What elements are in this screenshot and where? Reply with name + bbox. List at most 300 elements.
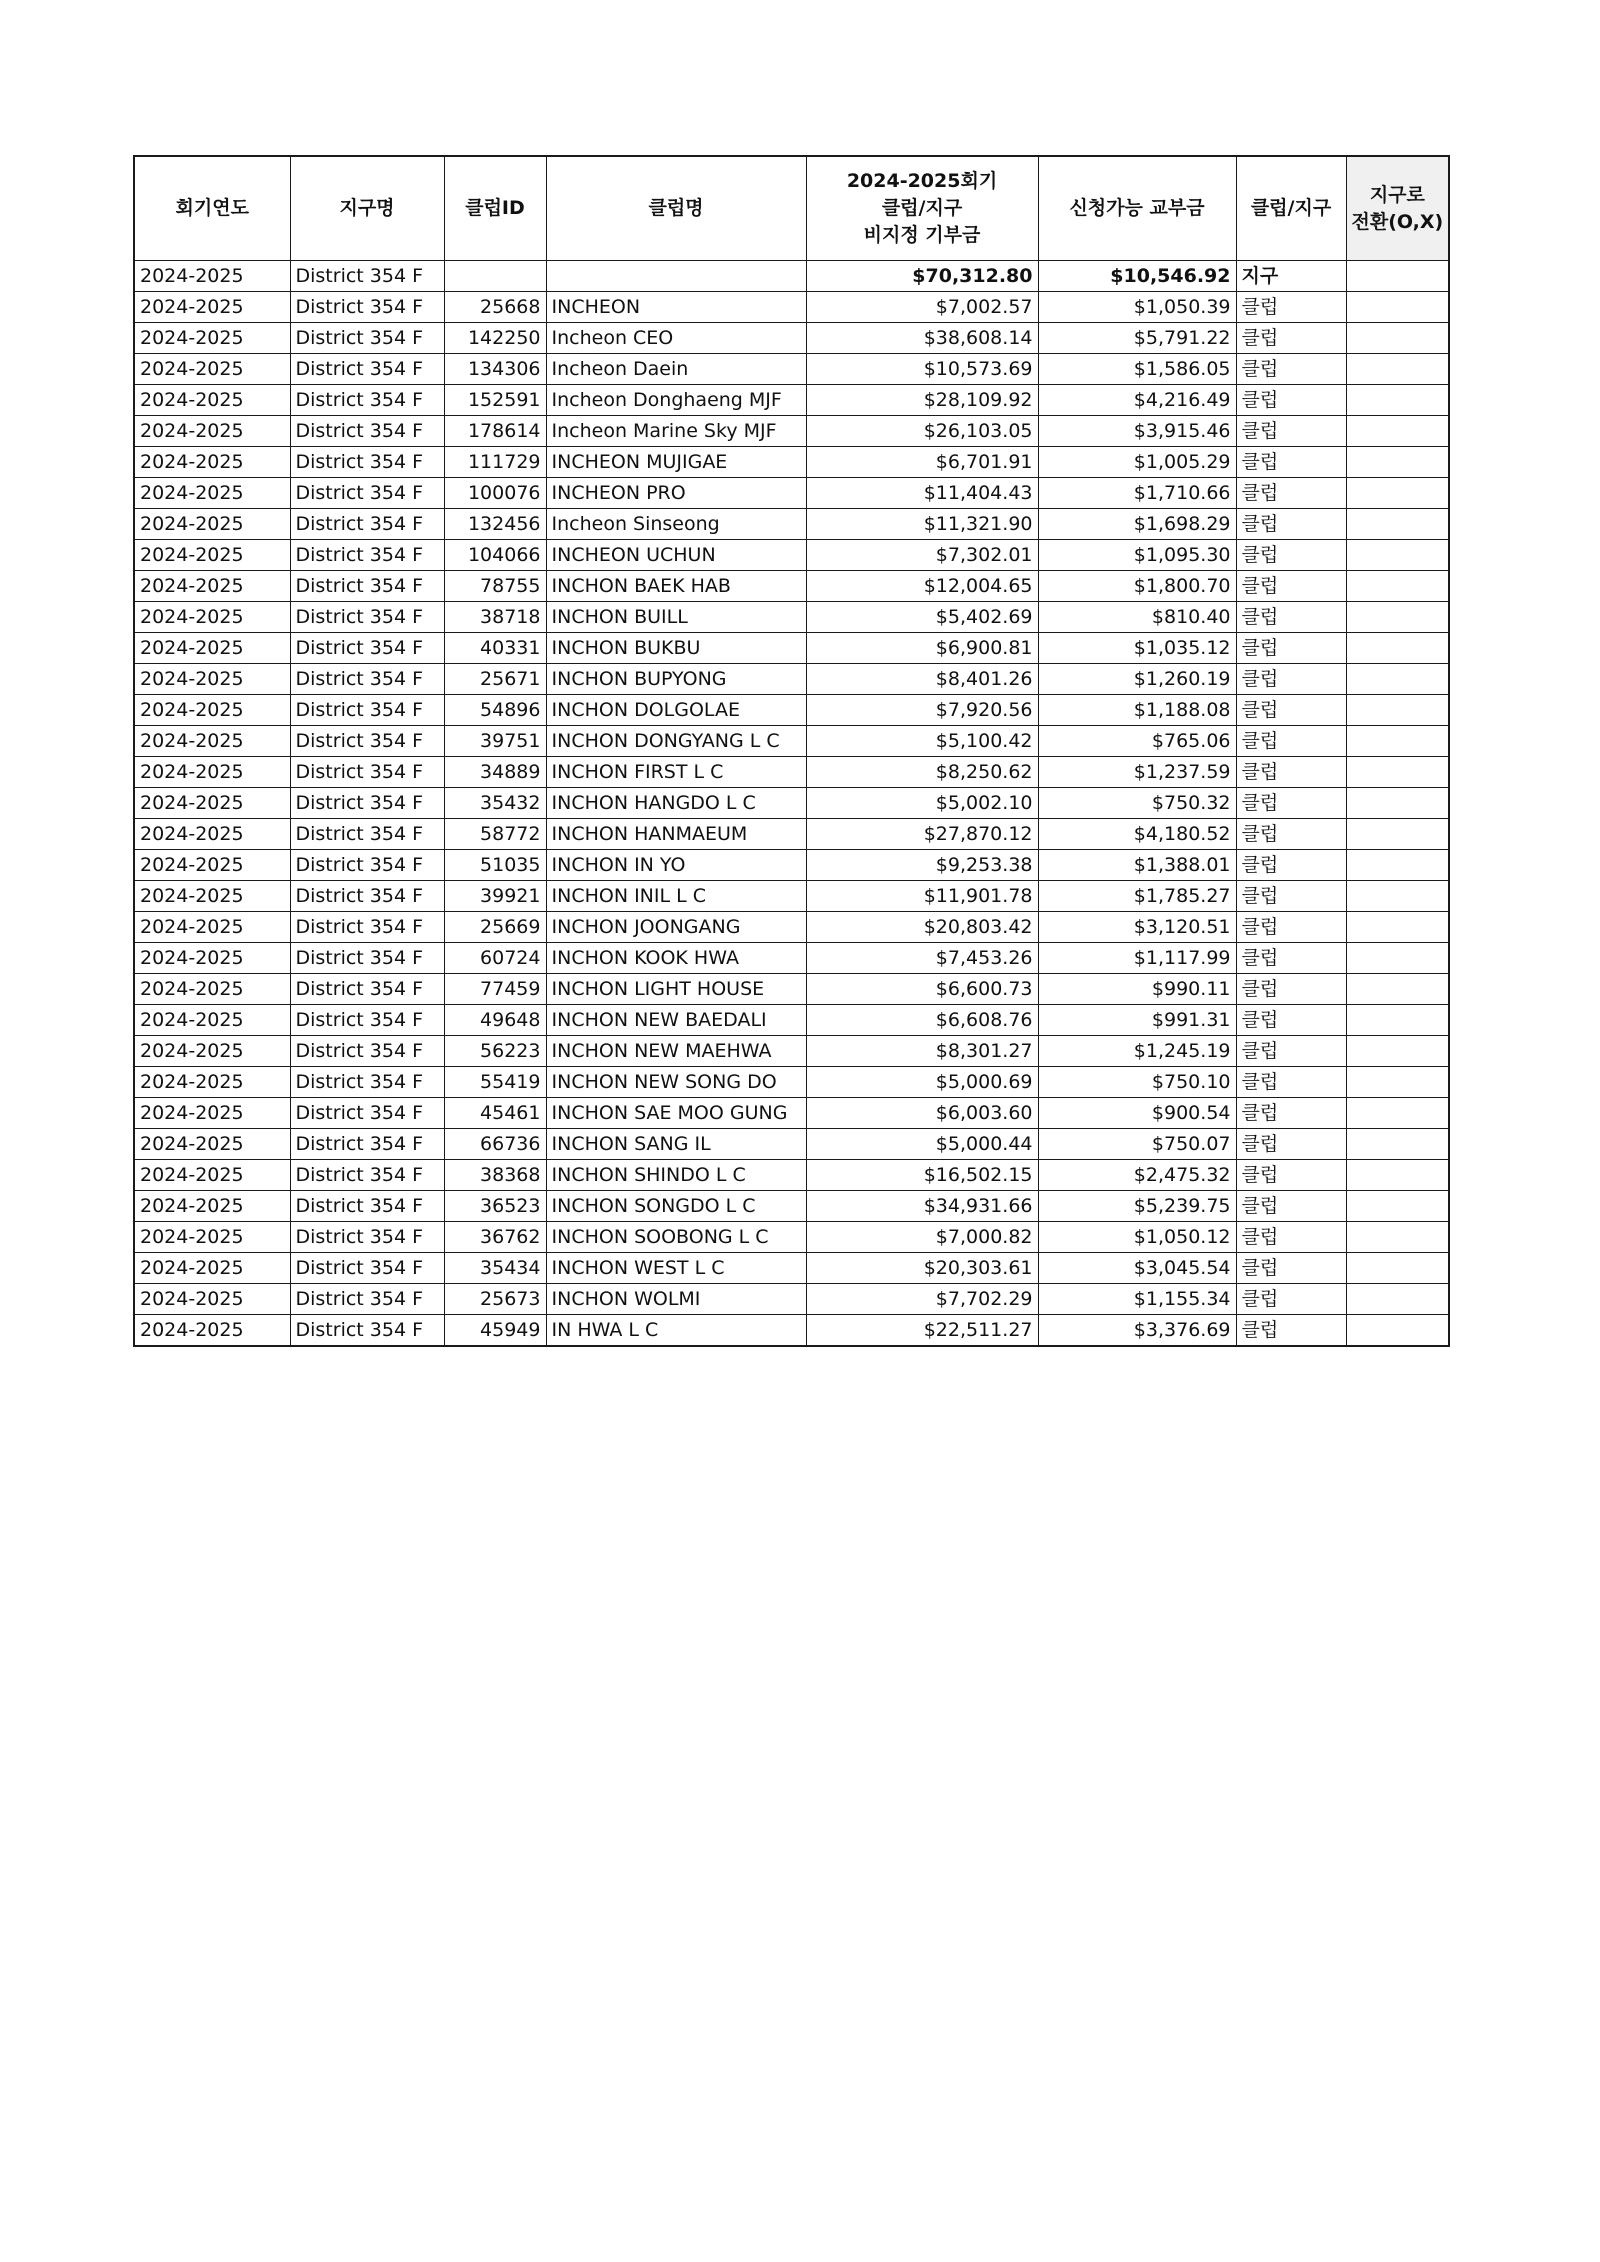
cell-club-id: 39921 [444,881,546,912]
cell-year: 2024-2025 [134,1222,290,1253]
table-row [134,571,1449,602]
table-row [134,1067,1449,1098]
cell-convert [1346,1129,1449,1160]
cell-district: District 354 F [290,819,444,850]
cell-type: 클럽 [1236,1160,1346,1191]
cell-club-id: 111729 [444,447,546,478]
cell-club-id: 25668 [444,292,546,323]
cell-grant: $5,791.22 [1038,323,1236,354]
cell-club-id: 132456 [444,509,546,540]
cell-club-id: 38368 [444,1160,546,1191]
cell-club-name: INCHEON [546,292,806,323]
cell-convert [1346,354,1449,385]
cell-club-name: INCHON HANGDO L C [546,788,806,819]
table-row [134,1098,1449,1129]
cell-year: 2024-2025 [134,540,290,571]
cell-type: 클럽 [1236,1191,1346,1222]
cell-club-id: 45461 [444,1098,546,1129]
cell-convert [1346,912,1449,943]
cell-grant: $2,475.32 [1038,1160,1236,1191]
table-row [134,788,1449,819]
cell-year: 2024-2025 [134,912,290,943]
cell-club-id: 152591 [444,385,546,416]
cell-type: 클럽 [1236,447,1346,478]
cell-convert [1346,292,1449,323]
cell-club-name: INCHON LIGHT HOUSE [546,974,806,1005]
cell-convert [1346,540,1449,571]
cell-club-name: INCHON IN YO [546,850,806,881]
cell-year: 2024-2025 [134,1284,290,1315]
cell-club-name: INCHON SHINDO L C [546,1160,806,1191]
cell-donation: $28,109.92 [806,385,1038,416]
cell-club-name: INCHON NEW SONG DO [546,1067,806,1098]
cell-district: District 354 F [290,1253,444,1284]
cell-convert [1346,1160,1449,1191]
cell-convert [1346,695,1449,726]
cell-club-id: 35432 [444,788,546,819]
cell-year: 2024-2025 [134,571,290,602]
cell-donation: $7,000.82 [806,1222,1038,1253]
cell-donation: $5,000.69 [806,1067,1038,1098]
cell-type: 클럽 [1236,881,1346,912]
cell-club-id: 134306 [444,354,546,385]
cell-donation: $6,900.81 [806,633,1038,664]
cell-district: District 354 F [290,292,444,323]
cell-year: 2024-2025 [134,726,290,757]
cell-district: District 354 F [290,1160,444,1191]
cell-club-name: INCHON NEW MAEHWA [546,1036,806,1067]
cell-club-id: 25673 [444,1284,546,1315]
cell-club-name: INCHON BUKBU [546,633,806,664]
cell-district: District 354 F [290,1005,444,1036]
cell-club-name: INCHON NEW BAEDALI [546,1005,806,1036]
cell-type: 클럽 [1236,385,1346,416]
cell-club-name: INCHON JOONGANG [546,912,806,943]
cell-district: District 354 F [290,633,444,664]
cell-year: 2024-2025 [134,416,290,447]
table-row [134,912,1449,943]
cell-donation: $7,702.29 [806,1284,1038,1315]
cell-club-name: INCHON BUPYONG [546,664,806,695]
cell-type: 클럽 [1236,354,1346,385]
cell-type: 클럽 [1236,1284,1346,1315]
cell-district: District 354 F [290,478,444,509]
cell-year: 2024-2025 [134,664,290,695]
header-donation [806,156,1038,261]
cell-grant: $810.40 [1038,602,1236,633]
cell-district: District 354 F [290,726,444,757]
table-row [134,1005,1449,1036]
cell-donation: $5,000.44 [806,1129,1038,1160]
cell-type: 클럽 [1236,323,1346,354]
table-row [134,1036,1449,1067]
header-donation-line: 비지정 기부금 [863,224,981,246]
cell-district: District 354 F [290,540,444,571]
table-row [134,540,1449,571]
cell-type: 클럽 [1236,540,1346,571]
cell-club-name: INCHON BAEK HAB [546,571,806,602]
cell-club-id: 45949 [444,1315,546,1347]
cell-club-name: INCHON DONGYANG L C [546,726,806,757]
cell-type: 클럽 [1236,757,1346,788]
cell-club-name: INCHON SOOBONG L C [546,1222,806,1253]
cell-convert [1346,943,1449,974]
table-row [134,292,1449,323]
cell-convert [1346,1222,1449,1253]
cell-grant: $1,260.19 [1038,664,1236,695]
cell-club-name: INCHEON MUJIGAE [546,447,806,478]
cell-donation: $7,002.57 [806,292,1038,323]
cell-year: 2024-2025 [134,1005,290,1036]
cell-grant: $1,800.70 [1038,571,1236,602]
cell-donation: $12,004.65 [806,571,1038,602]
cell-year: 2024-2025 [134,1129,290,1160]
cell-donation: $6,608.76 [806,1005,1038,1036]
cell-club-name: INCHON BUILL [546,602,806,633]
cell-donation: $8,250.62 [806,757,1038,788]
cell-grant: $1,155.34 [1038,1284,1236,1315]
cell-district: District 354 F [290,1284,444,1315]
table-row [134,664,1449,695]
cell-year: 2024-2025 [134,323,290,354]
cell-club-id: 34889 [444,757,546,788]
cell-grant: $750.32 [1038,788,1236,819]
cell-club-name: INCHON KOOK HWA [546,943,806,974]
cell-year: 2024-2025 [134,447,290,478]
cell-donation: $27,870.12 [806,819,1038,850]
header-convert-line: 지구로 [1369,183,1425,206]
cell-grant: $1,188.08 [1038,695,1236,726]
cell-district: District 354 F [290,1098,444,1129]
table-row [134,354,1449,385]
cell-district: District 354 F [290,354,444,385]
cell-year: 2024-2025 [134,819,290,850]
cell-district: District 354 F [290,416,444,447]
cell-district: District 354 F [290,571,444,602]
cell-club-id: 58772 [444,819,546,850]
cell-club-id [444,261,546,292]
cell-convert [1346,478,1449,509]
cell-club-name: Incheon Sinseong [546,509,806,540]
cell-year: 2024-2025 [134,881,290,912]
total-row [134,261,1449,292]
cell-grant: $1,237.59 [1038,757,1236,788]
cell-donation: $5,100.42 [806,726,1038,757]
cell-donation: $7,302.01 [806,540,1038,571]
cell-type: 클럽 [1236,1222,1346,1253]
cell-donation: $20,803.42 [806,912,1038,943]
table-row [134,1315,1449,1347]
cell-type: 클럽 [1236,633,1346,664]
cell-donation: $7,920.56 [806,695,1038,726]
cell-district: District 354 F [290,509,444,540]
grant-table-sheet [133,155,1450,1347]
cell-grant: $990.11 [1038,974,1236,1005]
cell-club-id: 39751 [444,726,546,757]
cell-type: 클럽 [1236,1036,1346,1067]
cell-year: 2024-2025 [134,509,290,540]
cell-year: 2024-2025 [134,633,290,664]
cell-type: 클럽 [1236,1129,1346,1160]
cell-district: District 354 F [290,1036,444,1067]
cell-type: 클럽 [1236,726,1346,757]
cell-convert [1346,416,1449,447]
cell-club-name: INCHON DOLGOLAE [546,695,806,726]
cell-district: District 354 F [290,881,444,912]
cell-type: 클럽 [1236,416,1346,447]
cell-district: District 354 F [290,788,444,819]
cell-type: 클럽 [1236,943,1346,974]
cell-district: District 354 F [290,757,444,788]
cell-convert [1346,323,1449,354]
table-row [134,819,1449,850]
cell-type: 지구 [1236,261,1346,292]
cell-district: District 354 F [290,261,444,292]
cell-grant: $5,239.75 [1038,1191,1236,1222]
cell-donation: $11,321.90 [806,509,1038,540]
cell-convert [1346,447,1449,478]
cell-donation: $38,608.14 [806,323,1038,354]
cell-year: 2024-2025 [134,478,290,509]
cell-district: District 354 F [290,664,444,695]
table-row [134,1129,1449,1160]
grant-table [133,155,1450,1347]
cell-club-id: 35434 [444,1253,546,1284]
cell-grant: $1,698.29 [1038,509,1236,540]
cell-convert [1346,974,1449,1005]
cell-year: 2024-2025 [134,943,290,974]
cell-club-name: Incheon Marine Sky MJF [546,416,806,447]
cell-club-name: INCHON INIL L C [546,881,806,912]
cell-convert [1346,757,1449,788]
cell-club-name: Incheon CEO [546,323,806,354]
cell-donation: $6,600.73 [806,974,1038,1005]
cell-club-name [546,261,806,292]
cell-club-name: INCHON SONGDO L C [546,1191,806,1222]
cell-donation: $10,573.69 [806,354,1038,385]
cell-grant: $1,005.29 [1038,447,1236,478]
cell-district: District 354 F [290,447,444,478]
header-grant: 신청가능 교부금 [1038,156,1236,261]
cell-grant: $1,050.39 [1038,292,1236,323]
cell-grant: $3,045.54 [1038,1253,1236,1284]
cell-type: 클럽 [1236,974,1346,1005]
cell-year: 2024-2025 [134,292,290,323]
table-row [134,1284,1449,1315]
cell-type: 클럽 [1236,509,1346,540]
cell-grant: $765.06 [1038,726,1236,757]
cell-convert [1346,1005,1449,1036]
header-club-id: 클럽ID [444,156,546,261]
table-row [134,943,1449,974]
cell-donation: $16,502.15 [806,1160,1038,1191]
cell-club-id: 178614 [444,416,546,447]
cell-donation: $5,002.10 [806,788,1038,819]
table-row [134,1222,1449,1253]
table-row [134,974,1449,1005]
header-row [134,156,1449,261]
table-row [134,633,1449,664]
cell-club-name: IN HWA L C [546,1315,806,1347]
cell-convert [1346,1191,1449,1222]
cell-convert [1346,509,1449,540]
table-row [134,602,1449,633]
cell-grant: $750.10 [1038,1067,1236,1098]
cell-donation: $8,401.26 [806,664,1038,695]
header-donation-line: 클럽/지구 [881,197,963,219]
cell-club-name: INCHEON UCHUN [546,540,806,571]
header-type: 클럽/지구 [1236,156,1346,261]
table-row [134,726,1449,757]
cell-club-id: 66736 [444,1129,546,1160]
cell-grant: $1,785.27 [1038,881,1236,912]
cell-grant: $750.07 [1038,1129,1236,1160]
cell-type: 클럽 [1236,1253,1346,1284]
table-row [134,1160,1449,1191]
table-row [134,850,1449,881]
table-row [134,385,1449,416]
cell-type: 클럽 [1236,1098,1346,1129]
cell-grant: $3,120.51 [1038,912,1236,943]
cell-club-name: Incheon Daein [546,354,806,385]
cell-donation: $9,253.38 [806,850,1038,881]
cell-club-id: 40331 [444,633,546,664]
cell-donation: $8,301.27 [806,1036,1038,1067]
cell-type: 클럽 [1236,664,1346,695]
cell-grant: $4,180.52 [1038,819,1236,850]
cell-club-id: 142250 [444,323,546,354]
cell-convert [1346,1315,1449,1347]
cell-type: 클럽 [1236,1005,1346,1036]
cell-district: District 354 F [290,1191,444,1222]
cell-year: 2024-2025 [134,1036,290,1067]
cell-district: District 354 F [290,323,444,354]
table-row [134,509,1449,540]
cell-type: 클럽 [1236,1067,1346,1098]
table-row [134,881,1449,912]
cell-donation: $20,303.61 [806,1253,1038,1284]
cell-year: 2024-2025 [134,354,290,385]
cell-type: 클럽 [1236,602,1346,633]
cell-grant: $1,050.12 [1038,1222,1236,1253]
cell-donation: $11,901.78 [806,881,1038,912]
cell-donation-total: $70,312.80 [806,261,1038,292]
cell-convert [1346,881,1449,912]
cell-grant: $1,095.30 [1038,540,1236,571]
cell-club-name: INCHON HANMAEUM [546,819,806,850]
cell-club-id: 56223 [444,1036,546,1067]
cell-club-id: 36523 [444,1191,546,1222]
cell-club-name: INCHON WEST L C [546,1253,806,1284]
cell-club-name: Incheon Donghaeng MJF [546,385,806,416]
cell-type: 클럽 [1236,850,1346,881]
cell-grant: $4,216.49 [1038,385,1236,416]
cell-grant: $991.31 [1038,1005,1236,1036]
cell-convert [1346,1067,1449,1098]
cell-club-id: 77459 [444,974,546,1005]
table-row [134,695,1449,726]
cell-year: 2024-2025 [134,757,290,788]
cell-district: District 354 F [290,385,444,416]
cell-club-id: 100076 [444,478,546,509]
cell-year: 2024-2025 [134,1191,290,1222]
cell-grant: $1,710.66 [1038,478,1236,509]
cell-club-name: INCHEON PRO [546,478,806,509]
cell-type: 클럽 [1236,1315,1346,1347]
cell-club-id: 25669 [444,912,546,943]
cell-donation: $6,003.60 [806,1098,1038,1129]
table-row [134,478,1449,509]
cell-donation: $26,103.05 [806,416,1038,447]
cell-district: District 354 F [290,1222,444,1253]
header-convert [1346,156,1449,261]
cell-club-name: INCHON FIRST L C [546,757,806,788]
table-row [134,416,1449,447]
cell-district: District 354 F [290,695,444,726]
cell-grant: $3,915.46 [1038,416,1236,447]
cell-grant: $900.54 [1038,1098,1236,1129]
cell-year: 2024-2025 [134,695,290,726]
header-district: 지구명 [290,156,444,261]
cell-club-name: INCHON SAE MOO GUNG [546,1098,806,1129]
cell-donation: $7,453.26 [806,943,1038,974]
cell-year: 2024-2025 [134,602,290,633]
cell-type: 클럽 [1236,478,1346,509]
cell-year: 2024-2025 [134,1067,290,1098]
cell-grant: $1,035.12 [1038,633,1236,664]
cell-club-name: INCHON SANG IL [546,1129,806,1160]
table-row [134,447,1449,478]
cell-club-id: 104066 [444,540,546,571]
table-row [134,1253,1449,1284]
cell-year: 2024-2025 [134,261,290,292]
cell-grant: $3,376.69 [1038,1315,1236,1347]
cell-district: District 354 F [290,912,444,943]
header-convert-line: 전환(O,X) [1351,210,1444,233]
cell-district: District 354 F [290,1129,444,1160]
cell-club-id: 36762 [444,1222,546,1253]
cell-district: District 354 F [290,943,444,974]
header-year: 회기연도 [134,156,290,261]
cell-year: 2024-2025 [134,1315,290,1347]
cell-club-id: 78755 [444,571,546,602]
cell-grant: $1,586.05 [1038,354,1236,385]
cell-donation: $34,931.66 [806,1191,1038,1222]
cell-year: 2024-2025 [134,850,290,881]
cell-grant: $1,245.19 [1038,1036,1236,1067]
table-row [134,1191,1449,1222]
cell-convert [1346,726,1449,757]
cell-convert [1346,664,1449,695]
cell-donation: $11,404.43 [806,478,1038,509]
cell-club-id: 25671 [444,664,546,695]
cell-grant: $1,388.01 [1038,850,1236,881]
cell-convert [1346,602,1449,633]
cell-convert [1346,1098,1449,1129]
header-club-name: 클럽명 [546,156,806,261]
cell-convert [1346,571,1449,602]
cell-grant-total: $10,546.92 [1038,261,1236,292]
cell-convert [1346,385,1449,416]
cell-convert [1346,633,1449,664]
cell-convert [1346,261,1449,292]
cell-district: District 354 F [290,602,444,633]
cell-club-id: 38718 [444,602,546,633]
cell-grant: $1,117.99 [1038,943,1236,974]
cell-type: 클럽 [1236,292,1346,323]
cell-club-name: INCHON WOLMI [546,1284,806,1315]
cell-year: 2024-2025 [134,1098,290,1129]
